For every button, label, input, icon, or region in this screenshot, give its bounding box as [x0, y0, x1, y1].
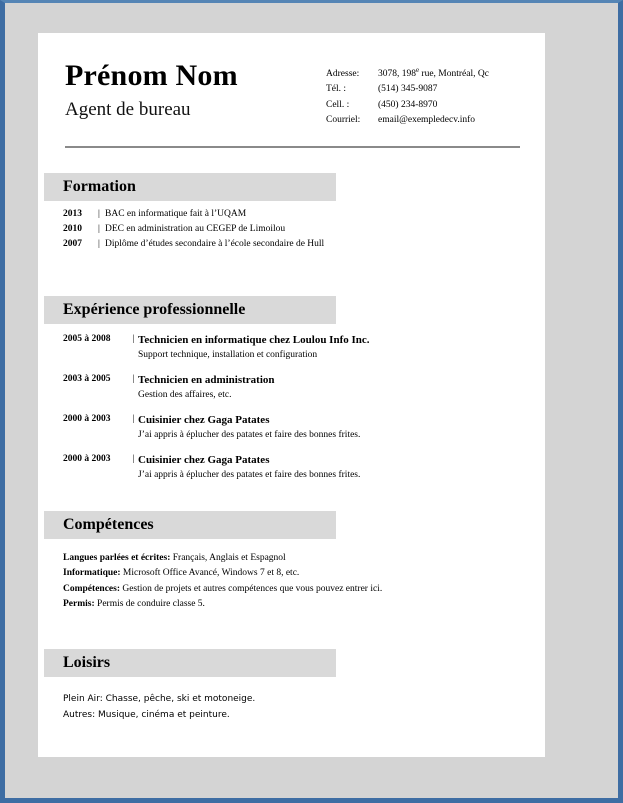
experience-period: 2005 à 2008	[63, 334, 111, 344]
contact-value-cell: (450) 234-8970	[378, 99, 438, 110]
contact-value-email: email@exempledecv.info	[378, 115, 476, 126]
education-entry	[63, 222, 535, 237]
experience-role: Technicien en informatique chez Loulou Info Inc.	[138, 334, 370, 346]
contact-label-email: Courriel:	[326, 115, 361, 126]
education-entry	[63, 237, 535, 252]
experience-headline	[63, 453, 535, 468]
skill-entry	[63, 582, 535, 597]
identity-block	[65, 61, 238, 119]
experience-description: J’ai appris à éplucher des patates et faire des bonnes frites.	[138, 470, 361, 481]
experience-period: 2000 à 2003	[63, 414, 111, 425]
section-body-experience	[63, 333, 535, 493]
contact-label-cell: Cell. :	[326, 99, 350, 110]
contact-label-address: Adresse:	[326, 69, 360, 79]
experience-entry	[63, 373, 535, 402]
contact-row-phone	[326, 82, 489, 97]
skill-value: Français, Anglais et Espagnol	[172, 553, 286, 563]
resume-header	[38, 33, 545, 151]
experience-period: 2000 à 2003	[63, 454, 111, 465]
section-title-skills: Compétences	[63, 516, 154, 533]
experience-separator: |	[132, 334, 135, 344]
contact-row-address	[326, 67, 489, 82]
address-street: 3078, 198	[378, 69, 416, 79]
experience-headline	[63, 333, 535, 348]
experience-description: J’ai appris à éplucher des patates et faire des bonnes frites.	[138, 430, 361, 441]
hobby-entry	[63, 707, 535, 723]
hobby-label: Autres:	[63, 710, 96, 721]
hobby-value: Chasse, pêche, ski et motoneige.	[105, 694, 256, 704]
contact-row-cell	[326, 98, 489, 113]
experience-separator: |	[132, 414, 135, 425]
hobby-value: Musique, cinéma et peinture.	[98, 710, 230, 721]
skill-entry	[63, 597, 535, 612]
section-title-formation: Formation	[63, 178, 136, 195]
contact-block	[326, 67, 489, 129]
skill-label: Permis:	[63, 599, 95, 610]
contact-value-address	[378, 67, 489, 82]
skill-label: Langues parlées et écrites:	[63, 553, 171, 563]
resume-page	[38, 33, 545, 757]
address-city: rue, Montréal, Qc	[419, 69, 489, 79]
skill-value: Permis de conduire classe 5.	[97, 599, 205, 610]
experience-headline	[63, 413, 535, 428]
experience-headline	[63, 373, 535, 388]
section-body-formation	[63, 207, 535, 252]
header-divider-rule	[65, 146, 520, 148]
experience-entry	[63, 453, 535, 482]
experience-separator: |	[132, 374, 135, 385]
education-description: Diplôme d’études secondaire à l’école secondaire de Hull	[105, 239, 325, 249]
education-entry	[63, 207, 535, 222]
education-year: 2013	[63, 209, 82, 219]
education-separator: |	[98, 224, 100, 234]
education-separator: |	[98, 239, 100, 249]
skill-label: Compétences:	[63, 583, 120, 594]
hobby-label: Plein Air:	[63, 694, 103, 704]
section-title-hobbies: Loisirs	[63, 654, 111, 671]
education-description: DEC en administration au CEGEP de Limoilou	[105, 224, 286, 234]
experience-description: Support technique, installation et configuration	[138, 349, 318, 360]
skill-entry	[63, 566, 535, 581]
candidate-name: Prénom Nom	[65, 59, 238, 92]
candidate-job-title: Agent de bureau	[65, 99, 191, 120]
skill-value: Gestion de projets et autres compétences que vous pouvez entrer ici.	[122, 583, 383, 594]
experience-description: Gestion des affaires, etc.	[138, 389, 232, 400]
experience-role: Cuisinier chez Gaga Patates	[138, 414, 270, 427]
experience-entry	[63, 413, 535, 442]
experience-separator: |	[132, 454, 135, 465]
section-body-hobbies	[63, 691, 535, 723]
education-year: 2010	[63, 224, 82, 234]
skill-value: Microsoft Office Avancé, Windows 7 et 8, etc.	[122, 568, 300, 579]
contact-value-phone: (514) 345-9087	[378, 84, 438, 95]
address-ordinal-suffix: e	[416, 66, 420, 74]
education-description: BAC en informatique fait à l’UQAM	[105, 209, 247, 219]
experience-period: 2003 à 2005	[63, 374, 111, 385]
section-title-experience: Expérience professionnelle	[63, 301, 246, 318]
education-separator: |	[98, 209, 100, 219]
viewer-canvas	[5, 3, 618, 798]
skill-entry	[63, 551, 535, 566]
section-body-skills	[63, 551, 535, 613]
skill-label: Informatique:	[63, 568, 121, 579]
contact-label-phone: Tél. :	[326, 84, 347, 95]
experience-entry	[63, 333, 535, 362]
contact-row-email	[326, 113, 489, 128]
hobby-entry	[63, 691, 535, 707]
experience-role: Cuisinier chez Gaga Patates	[138, 454, 270, 467]
education-year: 2007	[63, 239, 82, 249]
experience-role: Technicien en administration	[138, 374, 275, 387]
